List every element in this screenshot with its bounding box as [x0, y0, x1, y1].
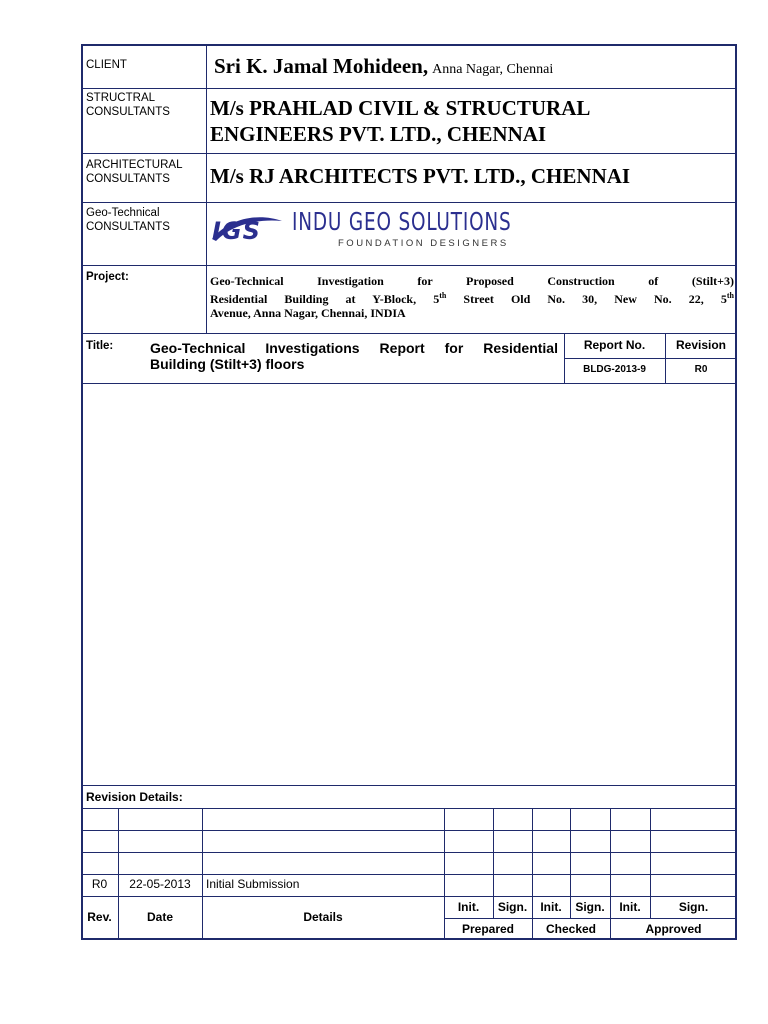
structural-name-line2: ENGINEERS PVT. LTD., CHENNAI [210, 122, 547, 146]
checked-init: Init. [540, 900, 562, 914]
label-column-divider [206, 44, 207, 266]
project-line2-a: Residential Building at Y-Block, 5 [210, 291, 440, 306]
architectural-label-line1: ARCHITECTURAL [86, 159, 183, 171]
rev-header-details: Details [303, 910, 343, 924]
rev-col-divider [444, 808, 445, 940]
prepared-sign: Sign. [497, 900, 528, 914]
project-line2-sup2: th [726, 290, 734, 300]
divider [81, 785, 737, 786]
structural-label [86, 91, 170, 119]
client-name [214, 54, 553, 79]
client-name-text: Sri K. Jamal Mohideen, [214, 54, 429, 78]
divider [81, 896, 737, 897]
report-no-value: BLDG-2013-9 [583, 364, 646, 375]
project-line2-sup1: th [439, 290, 447, 300]
geotechnical-label-line1: Geo-Technical [86, 207, 160, 219]
divider [81, 874, 737, 875]
title-divider [564, 358, 737, 359]
divider [81, 265, 737, 266]
rev-entry-rev: R0 [91, 877, 108, 891]
report-no-label: Report No. [583, 338, 646, 352]
report-title-line2: Building (Stilt+3) floors [150, 356, 305, 372]
divider [81, 333, 737, 334]
checked-sign: Sign. [575, 900, 605, 914]
rev-sub-divider [444, 918, 737, 919]
divider [81, 88, 737, 89]
report-title-line1: Geo-Technical Investigations Report for Residential [150, 340, 558, 356]
igs-logo-name: INDU GEO SOLUTIONS [292, 207, 512, 236]
title-label: Title: [86, 340, 114, 352]
divider [81, 808, 737, 809]
architectural-label [86, 158, 182, 186]
rev-entry-date: 22-05-2013 [129, 877, 191, 891]
revision-details-heading: Revision Details: [86, 790, 183, 804]
client-location: Anna Nagar, Chennai [432, 62, 554, 77]
revision-value: R0 [694, 364, 708, 375]
prepared-init: Init. [457, 900, 480, 914]
geotechnical-label-line2: CONSULTANTS [86, 221, 170, 233]
approved-init: Init. [619, 900, 641, 914]
project-label: Project: [86, 271, 129, 283]
structural-label-line1: STRUCTRAL [86, 92, 156, 104]
structural-name-line1: M/s PRAHLAD CIVIL & STRUCTURAL [210, 96, 591, 120]
project-description [210, 274, 734, 321]
rev-header-date: Date [146, 910, 173, 924]
structural-name [210, 95, 590, 147]
divider [81, 383, 737, 384]
igs-logo-text: IGS [212, 217, 261, 245]
project-line3: Avenue, Anna Nagar, Chennai, INDIA [210, 306, 406, 320]
rev-header-rev: Rev. [87, 910, 112, 924]
approved-label: Approved [645, 922, 702, 936]
divider [81, 202, 737, 203]
prepared-label: Prepared [461, 922, 515, 936]
divider [81, 830, 737, 831]
checked-label: Checked [545, 922, 597, 936]
label-column-divider [206, 265, 207, 333]
client-label: CLIENT [86, 59, 127, 71]
structural-label-line2: CONSULTANTS [86, 106, 170, 118]
project-line1: Geo-Technical Investigation for Proposed Construction of (Stilt+3) [210, 274, 734, 288]
project-line2 [210, 289, 734, 307]
igs-logo-mark [210, 215, 284, 243]
project-line2-b: Street Old No. 30, New No. 22, 5 [446, 291, 727, 306]
architectural-name: M/s RJ ARCHITECTS PVT. LTD., CHENNAI [210, 164, 631, 188]
igs-logo [210, 207, 530, 257]
igs-logo-tagline: FOUNDATION DESIGNERS [338, 238, 509, 249]
revision-label: Revision [675, 338, 726, 352]
rev-entry-details: Initial Submission [206, 877, 300, 891]
divider [81, 852, 737, 853]
rev-col-divider [610, 808, 611, 940]
report-title [150, 340, 558, 372]
approved-sign: Sign. [678, 900, 709, 914]
divider [81, 153, 737, 154]
architectural-label-line2: CONSULTANTS [86, 173, 170, 185]
geotechnical-label [86, 206, 170, 234]
rev-col-divider [532, 808, 533, 940]
